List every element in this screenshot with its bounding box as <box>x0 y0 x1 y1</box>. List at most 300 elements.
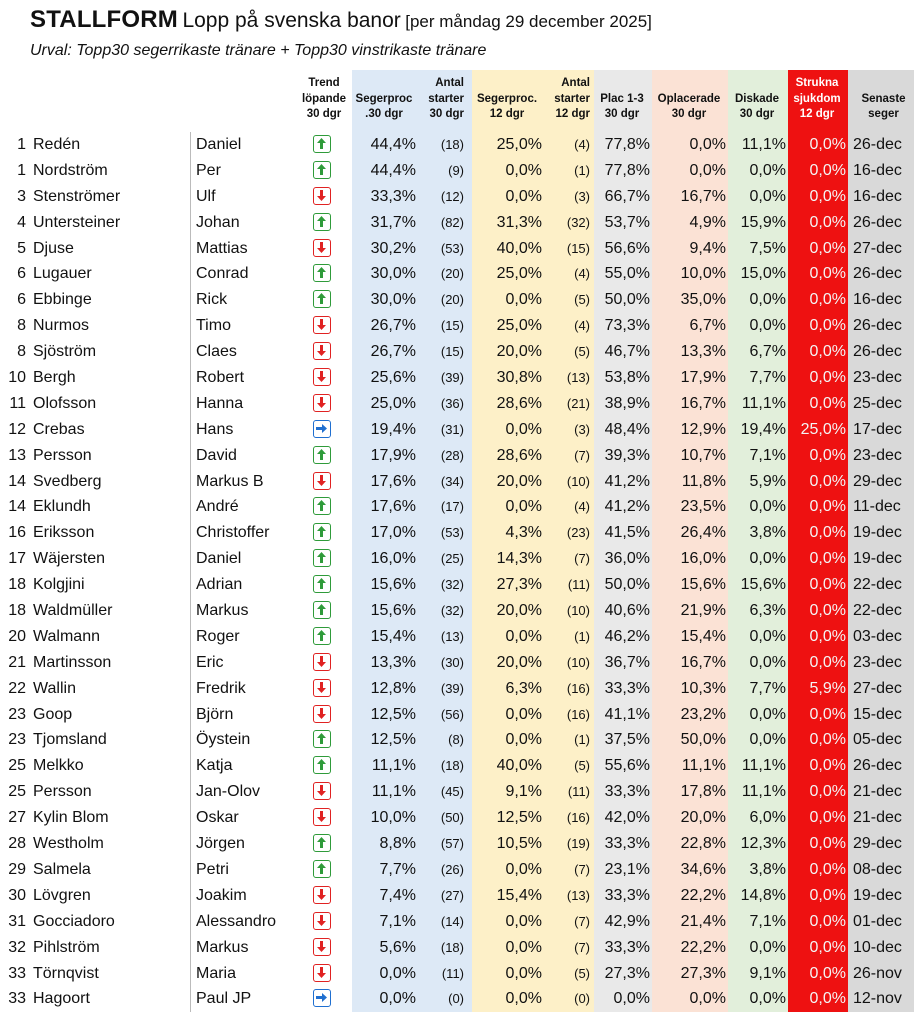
segerproc-30-cell: 19,4% <box>352 417 418 443</box>
rank-cell: 18 <box>8 602 26 620</box>
plac-cell: 48,4% <box>594 417 652 443</box>
last-name-cell: Wäjersten <box>33 546 191 572</box>
segerproc-12-cell: 0,0% <box>472 494 544 520</box>
segerproc-30-cell: 25,0% <box>352 391 418 417</box>
table-row <box>0 909 914 935</box>
senaste-seger-cell: 22-dec <box>848 598 914 624</box>
arrow-up-icon <box>313 135 331 153</box>
starter-12-cell: (7) <box>544 546 594 572</box>
first-name-cell: Robert <box>196 369 245 387</box>
table-row <box>0 702 914 728</box>
table-row <box>0 779 914 805</box>
starter-30-cell: (8) <box>418 727 472 753</box>
segerproc-30-cell: 17,6% <box>352 469 418 495</box>
diskade-cell: 0,0% <box>728 184 788 210</box>
diskade-cell: 11,1% <box>728 132 788 158</box>
segerproc-12-cell: 14,3% <box>472 546 544 572</box>
rank-cell: 8 <box>17 317 26 335</box>
table-row <box>0 210 914 236</box>
segerproc-12-cell: 0,0% <box>472 857 544 883</box>
table-header <box>0 70 914 132</box>
oplacerade-cell: 26,4% <box>652 520 728 546</box>
trend-cell <box>296 857 352 883</box>
oplacerade-cell: 11,8% <box>652 469 728 495</box>
starter-30-cell: (18) <box>418 935 472 961</box>
plac-cell: 33,3% <box>594 676 652 702</box>
oplacerade-cell: 15,6% <box>652 572 728 598</box>
diskade-cell: 14,8% <box>728 883 788 909</box>
first-name-cell: Maria <box>196 964 237 982</box>
table-body <box>0 132 914 1012</box>
strukna-cell: 0,0% <box>788 805 848 831</box>
table-row <box>0 520 914 546</box>
last-name-cell: Untersteiner <box>33 210 191 236</box>
table-row <box>0 236 914 262</box>
starter-12-cell: (32) <box>544 210 594 236</box>
diskade-cell: 7,1% <box>728 443 788 469</box>
starter-12-cell: (4) <box>544 494 594 520</box>
diskade-cell: 19,4% <box>728 417 788 443</box>
rank-cell: 4 <box>17 213 26 231</box>
arrow-up-icon <box>313 575 331 593</box>
arrow-up-icon <box>313 730 331 748</box>
starter-12-cell: (23) <box>544 520 594 546</box>
strukna-cell: 5,9% <box>788 676 848 702</box>
starter-30-cell: (9) <box>418 158 472 184</box>
segerproc-30-cell: 26,7% <box>352 313 418 339</box>
plac-cell: 27,3% <box>594 961 652 987</box>
first-name-cell: Ulf <box>196 187 216 205</box>
rank-cell: 21 <box>8 653 26 671</box>
strukna-cell: 0,0% <box>788 313 848 339</box>
table-row <box>0 158 914 184</box>
trend-cell <box>296 287 352 313</box>
table-row <box>0 184 914 210</box>
diskade-cell: 5,9% <box>728 469 788 495</box>
trainer-stats-table <box>0 70 914 1012</box>
senaste-seger-cell: 21-dec <box>848 805 914 831</box>
plac-cell: 23,1% <box>594 857 652 883</box>
senaste-seger-cell: 16-dec <box>848 287 914 313</box>
last-name-cell: Redén <box>33 132 191 158</box>
senaste-seger-cell: 16-dec <box>848 158 914 184</box>
starter-12-cell: (7) <box>544 443 594 469</box>
last-name-cell: Salmela <box>33 857 191 883</box>
diskade-cell: 7,5% <box>728 236 788 262</box>
segerproc-30-cell: 15,6% <box>352 598 418 624</box>
plac-cell: 53,8% <box>594 365 652 391</box>
rank-cell: 11 <box>9 394 26 412</box>
arrow-up-icon <box>313 497 331 515</box>
oplacerade-cell: 23,5% <box>652 494 728 520</box>
first-name-cell: Eric <box>196 653 224 671</box>
last-name-cell: Djuse <box>33 236 191 262</box>
segerproc-30-cell: 10,0% <box>352 805 418 831</box>
strukna-cell: 0,0% <box>788 857 848 883</box>
segerproc-12-cell: 27,3% <box>472 572 544 598</box>
last-name-cell: Kylin Blom <box>33 805 191 831</box>
table-row <box>0 650 914 676</box>
rank-cell: 31 <box>8 912 26 930</box>
oplacerade-cell: 0,0% <box>652 132 728 158</box>
first-name-cell: Adrian <box>196 576 243 594</box>
starter-12-cell: (16) <box>544 676 594 702</box>
plac-cell: 36,7% <box>594 650 652 676</box>
header-starter-30: Antal starter 30 dgr <box>418 70 472 132</box>
segerproc-12-cell: 25,0% <box>472 313 544 339</box>
last-name-cell: Persson <box>33 443 191 469</box>
senaste-seger-cell: 23-dec <box>848 443 914 469</box>
title-text: Lopp på svenska banor <box>182 9 401 32</box>
header-oplacerade: Oplacerade 30 dgr <box>652 70 728 132</box>
starter-12-cell: (11) <box>544 779 594 805</box>
senaste-seger-cell: 26-nov <box>848 961 914 987</box>
trend-cell <box>296 831 352 857</box>
table-row <box>0 598 914 624</box>
segerproc-12-cell: 30,8% <box>472 365 544 391</box>
arrow-down-icon <box>313 782 331 800</box>
rank-cell: 27 <box>8 809 26 827</box>
strukna-cell: 0,0% <box>788 469 848 495</box>
segerproc-30-cell: 15,4% <box>352 624 418 650</box>
plac-cell: 33,3% <box>594 935 652 961</box>
starter-30-cell: (25) <box>418 546 472 572</box>
trend-cell <box>296 132 352 158</box>
arrow-up-icon <box>313 446 331 464</box>
starter-12-cell: (5) <box>544 753 594 779</box>
segerproc-30-cell: 17,6% <box>352 494 418 520</box>
oplacerade-cell: 21,9% <box>652 598 728 624</box>
strukna-cell: 0,0% <box>788 261 848 287</box>
plac-cell: 33,3% <box>594 883 652 909</box>
starter-30-cell: (57) <box>418 831 472 857</box>
diskade-cell: 0,0% <box>728 624 788 650</box>
starter-30-cell: (20) <box>418 287 472 313</box>
last-name-cell: Lugauer <box>33 261 191 287</box>
rank-cell: 22 <box>8 679 26 697</box>
plac-cell: 33,3% <box>594 831 652 857</box>
last-name-cell: Stenströmer <box>33 184 191 210</box>
header-diskade: Diskade 30 dgr <box>728 70 788 132</box>
segerproc-12-cell: 0,0% <box>472 417 544 443</box>
starter-30-cell: (28) <box>418 443 472 469</box>
first-name-cell: Alessandro <box>196 912 277 930</box>
arrow-down-icon <box>313 368 331 386</box>
plac-cell: 50,0% <box>594 572 652 598</box>
plac-cell: 41,5% <box>594 520 652 546</box>
first-name-cell: Joakim <box>196 886 247 904</box>
starter-12-cell: (16) <box>544 805 594 831</box>
trend-cell <box>296 572 352 598</box>
strukna-cell: 0,0% <box>788 624 848 650</box>
table-row <box>0 287 914 313</box>
starter-30-cell: (30) <box>418 650 472 676</box>
starter-30-cell: (31) <box>418 417 472 443</box>
last-name-cell: Walmann <box>33 624 191 650</box>
last-name-cell: Bergh <box>33 365 191 391</box>
plac-cell: 46,7% <box>594 339 652 365</box>
segerproc-30-cell: 7,4% <box>352 883 418 909</box>
senaste-seger-cell: 29-dec <box>848 831 914 857</box>
segerproc-12-cell: 0,0% <box>472 158 544 184</box>
arrow-down-icon <box>313 808 331 826</box>
senaste-seger-cell: 26-dec <box>848 339 914 365</box>
diskade-cell: 11,1% <box>728 753 788 779</box>
rank-cell: 14 <box>8 472 26 490</box>
rank-cell: 6 <box>17 291 26 309</box>
starter-12-cell: (13) <box>544 365 594 391</box>
diskade-cell: 7,1% <box>728 909 788 935</box>
segerproc-12-cell: 0,0% <box>472 935 544 961</box>
first-name-cell: Fredrik <box>196 679 246 697</box>
segerproc-12-cell: 40,0% <box>472 753 544 779</box>
header-trend: Trend löpande 30 dgr <box>301 77 347 120</box>
diskade-cell: 15,9% <box>728 210 788 236</box>
header-senaste-seger: Senaste seger <box>848 70 914 132</box>
diskade-cell: 7,7% <box>728 676 788 702</box>
trend-cell <box>296 961 352 987</box>
diskade-cell: 0,0% <box>728 313 788 339</box>
arrow-down-icon <box>313 912 331 930</box>
trend-cell <box>296 469 352 495</box>
starter-12-cell: (4) <box>544 313 594 339</box>
starter-30-cell: (12) <box>418 184 472 210</box>
table-row <box>0 857 914 883</box>
starter-30-cell: (34) <box>418 469 472 495</box>
starter-30-cell: (0) <box>418 986 472 1012</box>
page-title <box>30 6 652 36</box>
plac-cell: 38,9% <box>594 391 652 417</box>
last-name-cell: Crebas <box>33 417 191 443</box>
diskade-cell: 0,0% <box>728 935 788 961</box>
starter-30-cell: (15) <box>418 313 472 339</box>
segerproc-12-cell: 0,0% <box>472 702 544 728</box>
plac-cell: 46,2% <box>594 624 652 650</box>
trend-cell <box>296 727 352 753</box>
arrow-up-icon <box>313 523 331 541</box>
strukna-cell: 0,0% <box>788 831 848 857</box>
header-plac-1-3: Plac 1-3 30 dgr <box>594 70 652 132</box>
plac-cell: 33,3% <box>594 779 652 805</box>
senaste-seger-cell: 26-dec <box>848 313 914 339</box>
segerproc-30-cell: 7,7% <box>352 857 418 883</box>
oplacerade-cell: 16,7% <box>652 650 728 676</box>
arrow-up-icon <box>313 601 331 619</box>
segerproc-30-cell: 15,6% <box>352 572 418 598</box>
arrow-right-icon <box>313 420 331 438</box>
strukna-cell: 0,0% <box>788 236 848 262</box>
senaste-seger-cell: 26-dec <box>848 753 914 779</box>
first-name-cell: Christoffer <box>196 524 270 542</box>
oplacerade-cell: 22,2% <box>652 883 728 909</box>
segerproc-30-cell: 30,0% <box>352 287 418 313</box>
header-strukna-sjukdom: Strukna sjukdom 12 dgr <box>788 70 848 132</box>
table-row <box>0 494 914 520</box>
plac-cell: 36,0% <box>594 546 652 572</box>
senaste-seger-cell: 11-dec <box>848 494 914 520</box>
arrow-up-icon <box>313 834 331 852</box>
arrow-up-icon <box>313 549 331 567</box>
segerproc-12-cell: 9,1% <box>472 779 544 805</box>
rank-cell: 6 <box>17 265 26 283</box>
segerproc-12-cell: 0,0% <box>472 184 544 210</box>
last-name-cell: Persson <box>33 779 191 805</box>
arrow-down-icon <box>313 964 331 982</box>
starter-30-cell: (36) <box>418 391 472 417</box>
oplacerade-cell: 12,9% <box>652 417 728 443</box>
starter-12-cell: (21) <box>544 391 594 417</box>
rank-cell: 12 <box>8 420 26 438</box>
table-row <box>0 313 914 339</box>
table-row <box>0 572 914 598</box>
arrow-up-icon <box>313 213 331 231</box>
starter-12-cell: (4) <box>544 132 594 158</box>
last-name-cell: Sjöström <box>33 339 191 365</box>
plac-cell: 42,0% <box>594 805 652 831</box>
last-name-cell: Ebbinge <box>33 287 191 313</box>
last-name-cell: Olofsson <box>33 391 191 417</box>
rank-cell: 30 <box>8 886 26 904</box>
trend-cell <box>296 236 352 262</box>
starter-12-cell: (7) <box>544 909 594 935</box>
senaste-seger-cell: 23-dec <box>848 365 914 391</box>
strukna-cell: 0,0% <box>788 339 848 365</box>
arrow-down-icon <box>313 316 331 334</box>
last-name-cell: Nurmos <box>33 313 191 339</box>
diskade-cell: 0,0% <box>728 650 788 676</box>
table-row <box>0 443 914 469</box>
segerproc-30-cell: 12,5% <box>352 727 418 753</box>
last-name-cell: Tjomsland <box>33 727 191 753</box>
segerproc-30-cell: 31,7% <box>352 210 418 236</box>
strukna-cell: 0,0% <box>788 210 848 236</box>
rank-cell: 1 <box>17 136 26 153</box>
first-name-cell: Björn <box>196 705 234 723</box>
rank-cell: 10 <box>8 369 26 387</box>
rank-cell: 33 <box>8 990 26 1008</box>
segerproc-12-cell: 0,0% <box>472 287 544 313</box>
segerproc-30-cell: 7,1% <box>352 909 418 935</box>
table-row <box>0 469 914 495</box>
table-row <box>0 391 914 417</box>
oplacerade-cell: 0,0% <box>652 158 728 184</box>
segerproc-30-cell: 12,8% <box>352 676 418 702</box>
last-name-cell: Gocciadoro <box>33 909 191 935</box>
oplacerade-cell: 10,3% <box>652 676 728 702</box>
segerproc-30-cell: 13,3% <box>352 650 418 676</box>
oplacerade-cell: 6,7% <box>652 313 728 339</box>
oplacerade-cell: 10,0% <box>652 261 728 287</box>
senaste-seger-cell: 15-dec <box>848 702 914 728</box>
segerproc-30-cell: 5,6% <box>352 935 418 961</box>
table-row <box>0 132 914 158</box>
trend-cell <box>296 805 352 831</box>
first-name-cell: Hanna <box>196 394 244 412</box>
last-name-cell: Eriksson <box>33 520 191 546</box>
arrow-down-icon <box>313 342 331 360</box>
senaste-seger-cell: 21-dec <box>848 779 914 805</box>
senaste-seger-cell: 01-dec <box>848 909 914 935</box>
last-name-cell: Eklundh <box>33 494 191 520</box>
first-name-cell: David <box>196 446 237 464</box>
senaste-seger-cell: 17-dec <box>848 417 914 443</box>
first-name-cell: Daniel <box>196 136 242 153</box>
segerproc-30-cell: 17,0% <box>352 520 418 546</box>
oplacerade-cell: 16,0% <box>652 546 728 572</box>
last-name-cell: Svedberg <box>33 469 191 495</box>
segerproc-30-cell: 25,6% <box>352 365 418 391</box>
diskade-cell: 0,0% <box>728 494 788 520</box>
senaste-seger-cell: 08-dec <box>848 857 914 883</box>
strukna-cell: 0,0% <box>788 986 848 1012</box>
segerproc-12-cell: 20,0% <box>472 339 544 365</box>
last-name-cell: Melkko <box>33 753 191 779</box>
trend-cell <box>296 650 352 676</box>
subtitle: Urval: Topp30 segerrikaste tränare + Topp30 vinstrikaste tränare <box>30 42 487 59</box>
plac-cell: 73,3% <box>594 313 652 339</box>
segerproc-12-cell: 25,0% <box>472 261 544 287</box>
first-name-cell: Rick <box>196 291 228 309</box>
first-name-cell: Jörgen <box>196 835 245 853</box>
last-name-cell: Lövgren <box>33 883 191 909</box>
diskade-cell: 12,3% <box>728 831 788 857</box>
title-date: [per måndag 29 december 2025] <box>405 12 652 31</box>
oplacerade-cell: 13,3% <box>652 339 728 365</box>
oplacerade-cell: 22,2% <box>652 935 728 961</box>
table-row <box>0 831 914 857</box>
rank-cell: 16 <box>8 524 26 542</box>
segerproc-30-cell: 0,0% <box>352 961 418 987</box>
trend-cell <box>296 417 352 443</box>
segerproc-12-cell: 0,0% <box>472 986 544 1012</box>
rank-cell: 33 <box>8 964 26 982</box>
segerproc-30-cell: 11,1% <box>352 753 418 779</box>
trend-cell <box>296 443 352 469</box>
trend-cell <box>296 391 352 417</box>
first-name-cell: Markus <box>196 602 249 620</box>
rank-cell: 17 <box>8 550 26 568</box>
senaste-seger-cell: 16-dec <box>848 184 914 210</box>
segerproc-12-cell: 12,5% <box>472 805 544 831</box>
starter-30-cell: (50) <box>418 805 472 831</box>
starter-12-cell: (5) <box>544 287 594 313</box>
arrow-down-icon <box>313 187 331 205</box>
arrow-down-icon <box>313 938 331 956</box>
starter-12-cell: (13) <box>544 883 594 909</box>
starter-12-cell: (5) <box>544 961 594 987</box>
senaste-seger-cell: 29-dec <box>848 469 914 495</box>
rank-cell: 25 <box>8 757 26 775</box>
segerproc-12-cell: 6,3% <box>472 676 544 702</box>
trend-cell <box>296 702 352 728</box>
last-name-cell: Pihlström <box>33 935 191 961</box>
diskade-cell: 6,3% <box>728 598 788 624</box>
strukna-cell: 0,0% <box>788 443 848 469</box>
oplacerade-cell: 50,0% <box>652 727 728 753</box>
starter-30-cell: (15) <box>418 339 472 365</box>
table-row <box>0 883 914 909</box>
segerproc-30-cell: 12,5% <box>352 702 418 728</box>
first-name-cell: Per <box>196 161 221 179</box>
trend-cell <box>296 546 352 572</box>
last-name-cell: Waldmüller <box>33 598 191 624</box>
senaste-seger-cell: 19-dec <box>848 546 914 572</box>
trend-cell <box>296 365 352 391</box>
rank-cell: 28 <box>8 835 26 853</box>
last-name-cell: Törnqvist <box>33 961 191 987</box>
starter-30-cell: (39) <box>418 365 472 391</box>
plac-cell: 77,8% <box>594 132 652 158</box>
